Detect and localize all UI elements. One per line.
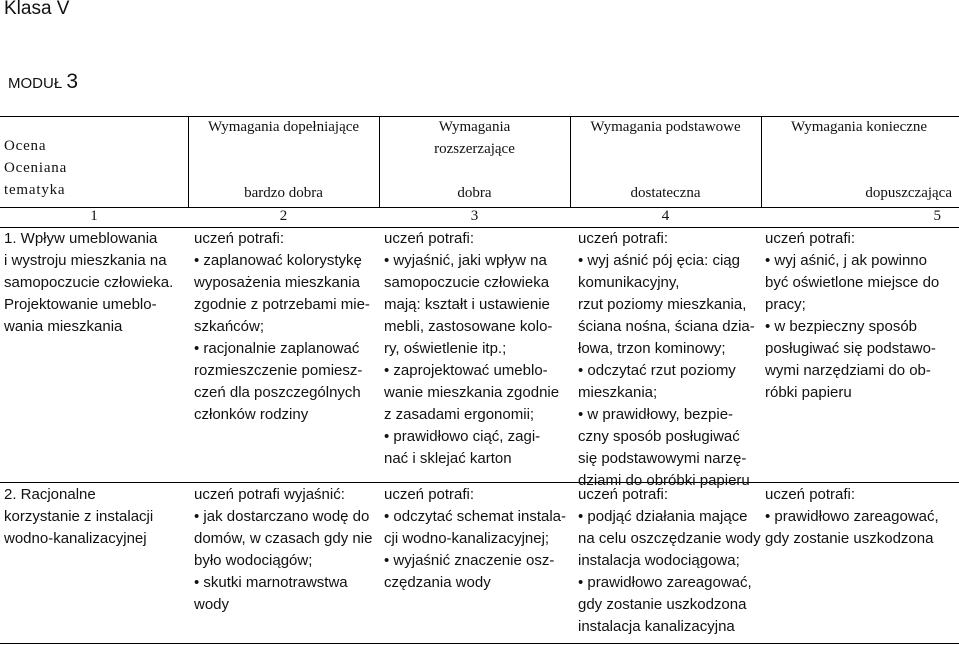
row2-wymagania-rozszerzajace: uczeń potrafi: • odczytać schemat instala- cji wodno-kanalizacyjnej; • wyjaśnić znaczenie osz- czędzania wody [384, 486, 566, 591]
column-number: 5 [933, 208, 941, 224]
header-wymagania-konieczne: Wymagania konieczne [790, 119, 928, 135]
row1-topic: 1. Wpływ umeblowania i wystroju mieszkania na samopoczucie człowieka. Projektowanie umeblo- wania mieszkania [4, 230, 174, 335]
header-wymagania-podstawowe: Wymagania podstawowe [590, 119, 741, 135]
module-number: 3 [66, 70, 79, 93]
header-wymagania-dopelniajace: Wymagania dopełniające [207, 119, 360, 135]
header-wymagania-rozszerzajace: Wymagania rozszerzające [434, 119, 515, 157]
module-label: MODUŁ [8, 75, 63, 92]
header-oceniana: Oceniana [4, 160, 68, 176]
header-tematyka: tematyka [4, 182, 66, 198]
document-title: Klasa V [4, 0, 70, 19]
table-bottom-border [0, 643, 959, 644]
header-ocena: Ocena [4, 138, 47, 154]
row2-wymagania-konieczne: uczeń potrafi: • prawidłowo zareagować, gdy zostanie uszkodzona [765, 486, 939, 547]
column-number: 2 [279, 208, 288, 224]
row2-wymagania-dopelniajace: uczeń potrafi wyjaśnić: • jak dostarczano wodę do domów, w czasach gdy nie było wodociągów; • skutki marnotrawstwa wody [194, 486, 373, 613]
grade-dopuszczajaca: dopuszczająca [865, 185, 952, 201]
row1-wymagania-podstawowe: uczeń potrafi: • wyj aśnić pój ęcia: ciąg komunikacyjny, rzut poziomy mieszkania, ściana nośna, ściana dzia- łowa, trzon kominowy; • odczytać rzut poziomy mieszkania; • w prawidłowy, bezpie- czny sposób posługiwać się podstawowymi narzę- dziami do obróbki papieru [578, 230, 755, 489]
row1-wymagania-dopelniajace: uczeń potrafi: • zaplanować kolorystykę wyposażenia mieszkania zgodnie z potrzebami mie- szkańców; • racjonalnie zaplanować rozmieszczenie pomiesz- czeń dla poszczególnych członków rodziny [194, 230, 370, 423]
grade-dostateczna: dostateczna [630, 185, 701, 201]
table-rule [0, 482, 959, 483]
row1-wymagania-rozszerzajace: uczeń potrafi: • wyjaśnić, jaki wpływ na samopoczucie człowieka mają: kształt i ustawienie mebli, zastosowane kolo- ry, oświetlenie itp.; • zaprojektować umeblo- wanie mieszkania zgodnie z zasadami ergonomii; • prawidłowo ciąć, zagi- nać i sklejać karton [384, 230, 560, 467]
row2-wymagania-podstawowe: uczeń potrafi: • podjąć działania mające na celu oszczędzanie wody instalacja wodociągowa; • prawidłowo zareagować, gdy zostanie uszkodzona instalacja kanalizacyjna [578, 486, 761, 635]
column-number: 3 [470, 208, 479, 224]
column-number: 4 [661, 208, 670, 224]
column-number: 1 [90, 208, 98, 224]
grade-bardzo-dobra: bardzo dobra [244, 185, 323, 201]
module-heading [8, 70, 78, 94]
row1-wymagania-konieczne: uczeń potrafi: • wyj aśnić, j ak powinno być oświetlone miejsce do pracy; • w bezpieczny sposób posługiwać się podstawo- wymi narzędziami do ob- róbki papieru [765, 230, 940, 401]
grade-dobra: dobra [457, 185, 492, 201]
row2-topic: 2. Racjonalne korzystanie z instalacji wodno-kanalizacyjnej [4, 486, 154, 547]
